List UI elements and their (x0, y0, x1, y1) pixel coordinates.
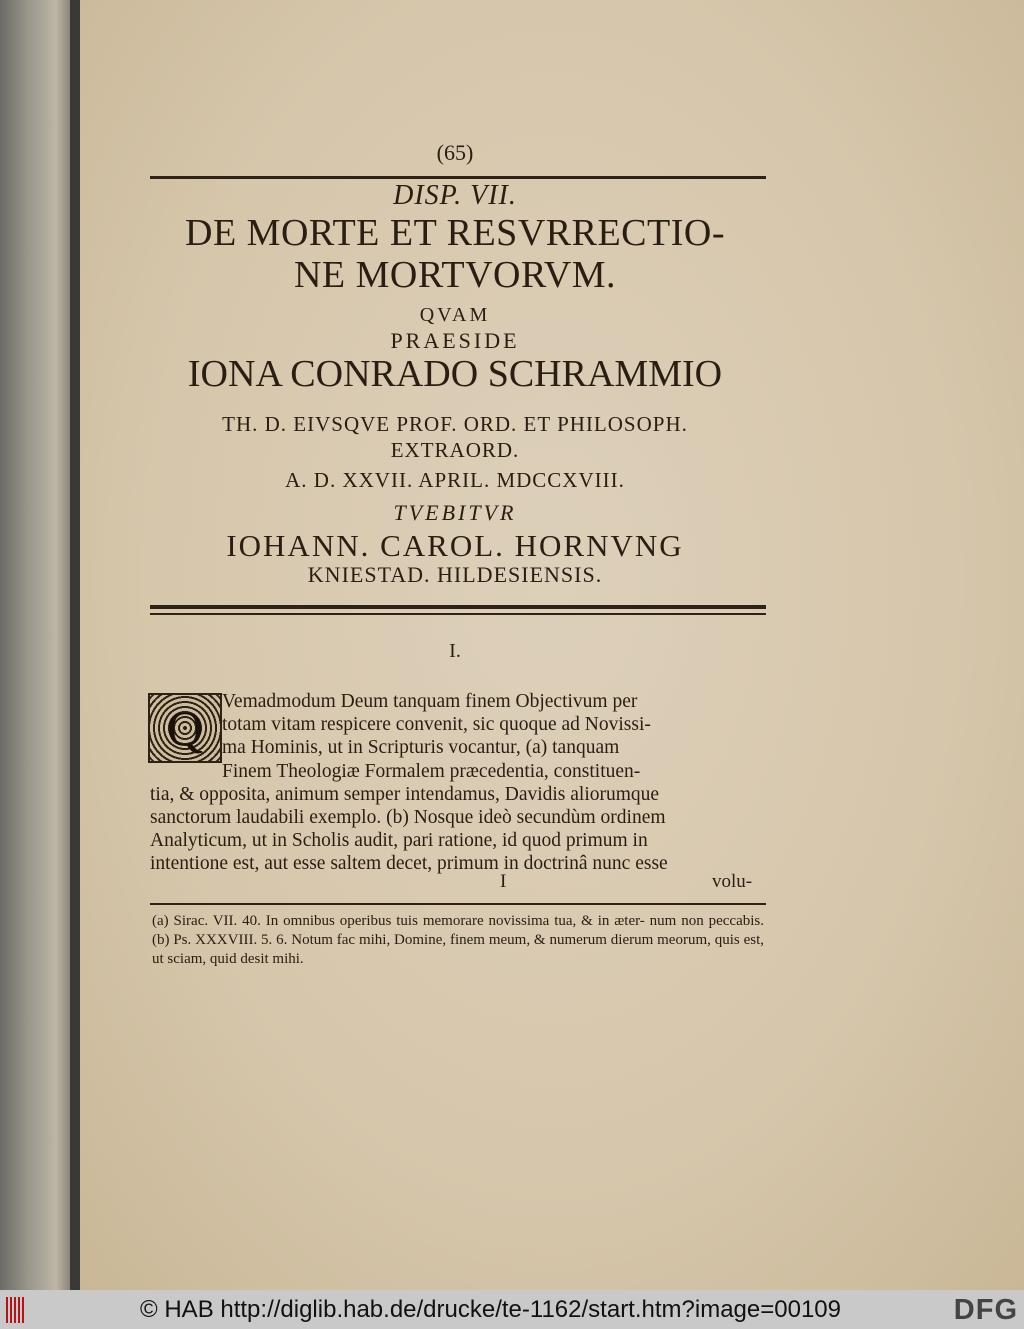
catchword: volu- (712, 871, 753, 892)
hab-logo-icon (6, 1297, 26, 1323)
page-number: (65) (436, 140, 474, 165)
date: A. D. XXVII. APRIL. MDCCXVIII. (285, 468, 625, 492)
body-line: Analyticum, ut in Scholis audit, pari ratione, id quod primum in (150, 830, 648, 852)
footnote: (a) Sirac. VII. 40. In omnibus operibus tuis memorare novissima tua, & in æter- num non peccabis. (b) Ps. XXXVIII. 5. 6. Notum fac mihi, Domine, finem meum, & numerum dierum meorum, quis est, ut sciam, quid desit mihi. (152, 913, 764, 967)
title-rule-thick (150, 605, 766, 609)
body-line: totam vitam respicere convenit, sic quoque ad Novissi- (222, 714, 651, 736)
praeses-name: IONA CONRADO SCHRAMMIO (187, 353, 723, 395)
signature-mark: I (500, 871, 507, 892)
title-rule-thin (150, 613, 766, 615)
respondent-name: IOHANN. CAROL. HORNVNG (226, 528, 684, 563)
body-line: Vemadmodum Deum tanquam finem Objectivum per (222, 691, 638, 712)
section-number: I. (449, 640, 461, 662)
footnotes (152, 912, 764, 969)
footer-bar (0, 1290, 1024, 1329)
praeses-titles-2: EXTRAORD. (390, 438, 520, 462)
title-line-1: DE MORTE ET RESVRRECTIO- (185, 212, 725, 254)
book-gutter (70, 0, 80, 1290)
body-line: ma Hominis, ut in Scripturis vocantur, (a) tanquam (222, 737, 620, 759)
tuebitur: TVEBITVR (393, 500, 517, 525)
respondent-origin: KNIESTAD. HILDESIENSIS. (307, 562, 603, 587)
praeside: PRAESIDE (390, 328, 520, 353)
disputation-number: DISP. VII. (393, 180, 517, 211)
title-line-2: NE MORTVORVM. (293, 254, 617, 296)
body-line: intentione est, aut esse saltem decet, primum in doctrinâ nunc esse (150, 853, 668, 875)
decorated-initial: Q (148, 693, 222, 763)
body-line: Finem Theologiæ Formalem præcedentia, constituen- (222, 760, 641, 782)
header-rule (150, 176, 766, 179)
body-line: sanctorum laudabili exemplo. (b) Nosque ideò secundùm ordinem (150, 807, 666, 829)
praeses-titles-1: TH. D. EIVSQVE PROF. ORD. ET PHILOSOPH. (222, 412, 688, 436)
quam: QVAM (419, 304, 491, 326)
body-text (150, 690, 765, 876)
adjacent-page-edge (0, 0, 70, 1290)
footnote-rule (150, 903, 766, 905)
dfg-logo: DFG (953, 1294, 1018, 1326)
body-line: tia, & opposita, animum semper intendamus, Davidis aliorumque (150, 783, 660, 805)
copyright-link[interactable]: © HAB http://diglib.hab.de/drucke/te-1162/start.htm?image=00109 (140, 1296, 841, 1323)
